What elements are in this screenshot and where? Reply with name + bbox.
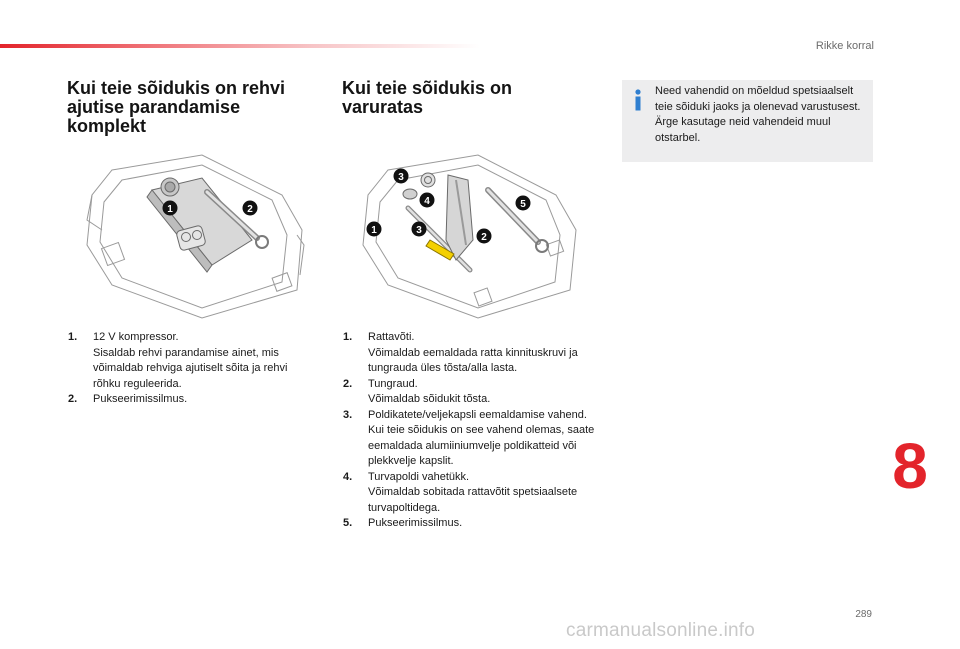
list-item [343, 330, 608, 377]
svg-text:3: 3 [398, 172, 404, 183]
header-accent-bar [0, 44, 480, 48]
item-description: Võimaldab eemaldada ratta kinnituskruvi ja tungrauda üles tõsta/alla lasta. [368, 346, 578, 374]
list-item [68, 392, 313, 408]
item-title: Turvapoldi vahetükk. [368, 470, 470, 483]
watermark: carmanualsonline.info [566, 620, 756, 641]
chapter-number: 8 [892, 430, 928, 502]
item-number: 4. [343, 470, 353, 483]
callout-1-icon [367, 222, 382, 237]
item-number: 3. [343, 408, 353, 421]
list-item [343, 377, 608, 408]
svg-text:3: 3 [416, 225, 422, 236]
item-title: Poldikatete/veljekapsli eemaldamise vahend. [368, 408, 587, 421]
svg-text:2: 2 [247, 204, 253, 215]
list-item [343, 470, 608, 517]
item-number: 5. [343, 517, 353, 529]
callout-2-icon [243, 201, 258, 216]
spare-wheel-tools-illustration [358, 150, 580, 320]
callout-2-icon [477, 229, 492, 244]
item-number: 2. [343, 377, 353, 390]
list-item [343, 516, 608, 532]
item-number: 1. [68, 331, 78, 343]
list-item [343, 408, 608, 470]
item-title: Rattavõti. [368, 331, 415, 343]
svg-text:5: 5 [520, 199, 526, 210]
item-title: Tungraud. [368, 377, 418, 390]
section-title: Rikke korral [815, 40, 874, 52]
callout-5-icon [516, 196, 531, 211]
spare-wheel-title: Kui teie sõidukis on varuratas [342, 78, 513, 117]
svg-text:2: 2 [481, 232, 487, 243]
item-description: Sisaldab rehvi parandamise ainet, mis võimaldab rehviga ajutiselt sõita ja rehvi rõhku reguleerida. [93, 346, 288, 390]
item-description: Võimaldab sobitada rattavõtit spetsiaalsete turvapoltidega. [368, 486, 578, 514]
callout-4-icon [420, 193, 435, 208]
item-number: 1. [343, 331, 353, 343]
svg-text:1: 1 [371, 225, 377, 236]
callout-3-top-icon [394, 169, 409, 184]
callout-3-bottom-icon [412, 222, 427, 237]
page-number: 289 [855, 609, 872, 620]
repair-kit-title: Kui teie sõidukis on rehvi ajutise parandamise komplekt [67, 78, 286, 136]
repair-kit-illustration [82, 150, 307, 320]
item-description: Kui teie sõidukis on see vahend olemas, saate eemaldada alumiiniumvelje poldikatteid või plekkvelje kapslit. [368, 424, 595, 467]
svg-text:1: 1 [167, 204, 173, 215]
repair-kit-list [68, 330, 313, 408]
info-text: Need vahendid on mõeldud spetsiaalselt teie sõiduki jaoks ja olenevad varustusest. Ärge kasutage neid vahendeid muul otstarbel. [655, 85, 861, 144]
info-box [622, 80, 873, 162]
list-item [68, 330, 313, 392]
item-number: 2. [68, 393, 78, 405]
callout-1-icon [163, 201, 178, 216]
item-description: Võimaldab sõidukit tõsta. [368, 393, 491, 405]
info-icon [631, 89, 645, 111]
item-title: 12 V kompressor. [93, 331, 179, 343]
spare-wheel-list [343, 330, 608, 532]
svg-text:4: 4 [424, 196, 430, 207]
item-title: Pukseerimissilmus. [93, 393, 188, 405]
item-title: Pukseerimissilmus. [368, 517, 463, 529]
